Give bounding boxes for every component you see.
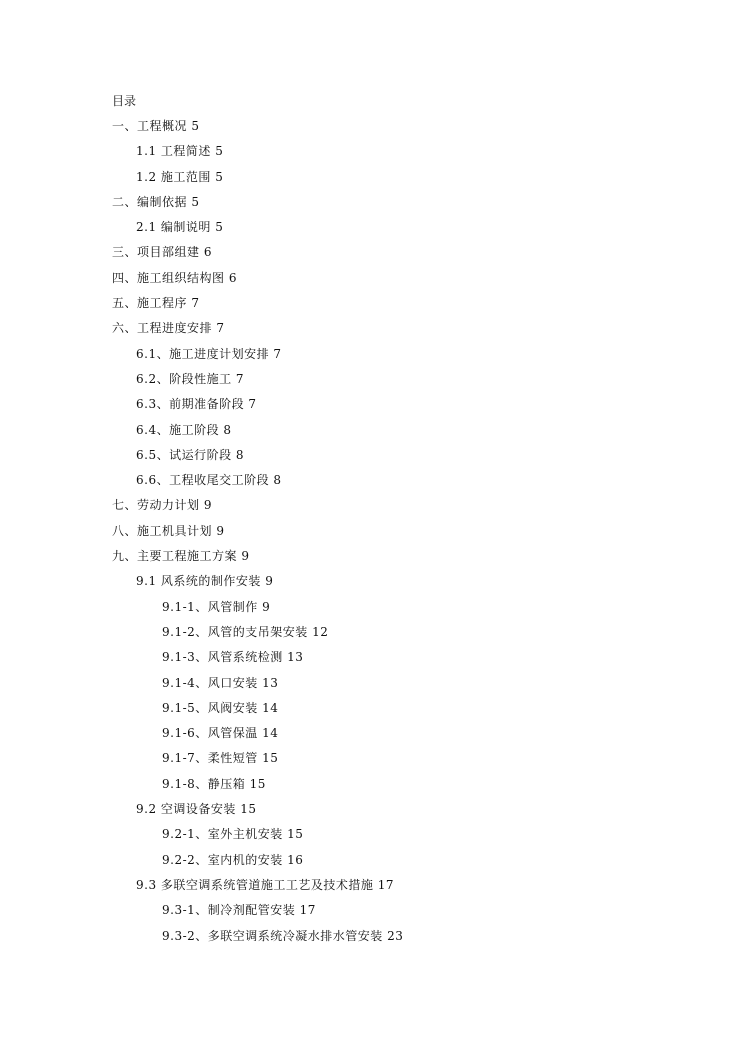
toc-entry[interactable]: 9.1-2、风管的支吊架安装 12 <box>162 624 329 639</box>
toc-entry[interactable]: 6.2、阶段性施工 7 <box>136 371 245 386</box>
toc-entry[interactable]: 9.1-7、柔性短管 15 <box>162 751 279 766</box>
toc-entry[interactable]: 三、项目部组建 6 <box>112 245 212 260</box>
toc-entry[interactable]: 9.1 风系统的制作安装 9 <box>136 574 274 589</box>
toc-entry[interactable]: 9.2 空调设备安装 15 <box>136 802 257 817</box>
toc-entry[interactable]: 八、施工机具计划 9 <box>112 523 225 538</box>
toc-list <box>0 118 744 953</box>
toc-entry[interactable]: 9.1-4、风口安装 13 <box>162 675 279 690</box>
toc-entry[interactable]: 6.1、施工进度计划安排 7 <box>136 346 282 361</box>
toc-entry[interactable]: 9.1-8、静压箱 15 <box>162 776 266 791</box>
toc-entry[interactable]: 二、编制依据 5 <box>112 194 200 209</box>
toc-entry[interactable]: 一、工程概况 5 <box>112 119 200 133</box>
toc-entry[interactable]: 9.1-5、风阀安装 14 <box>162 700 279 715</box>
toc-entry[interactable]: 五、施工程序 7 <box>112 296 200 311</box>
toc-entry[interactable]: 1.1 工程简述 5 <box>136 144 224 159</box>
toc-entry[interactable]: 六、工程进度安排 7 <box>112 321 225 336</box>
toc-entry[interactable]: 九、主要工程施工方案 9 <box>112 549 250 564</box>
toc-entry[interactable]: 9.3-2、多联空调系统冷凝水排水管安装 23 <box>162 928 404 943</box>
toc-entry[interactable]: 四、施工组织结构图 6 <box>112 270 237 285</box>
toc-entry[interactable]: 9.2-2、室内机的安装 16 <box>162 852 304 867</box>
toc-entry[interactable]: 9.3-1、制冷剂配管安装 17 <box>162 903 316 918</box>
toc-entry[interactable]: 七、劳动力计划 9 <box>112 498 212 513</box>
toc-entry[interactable]: 9.1-3、风管系统检测 13 <box>162 650 304 665</box>
toc-entry[interactable]: 9.1-1、风管制作 9 <box>162 599 271 614</box>
toc-entry[interactable]: 6.4、施工阶段 8 <box>136 422 232 437</box>
toc-entry[interactable]: 6.5、试运行阶段 8 <box>136 447 245 462</box>
toc-entry[interactable]: 2.1 编制说明 5 <box>136 220 224 235</box>
toc-entry[interactable]: 6.6、工程收尾交工阶段 8 <box>136 473 282 488</box>
toc-entry[interactable]: 9.1-6、风管保温 14 <box>162 726 279 741</box>
toc-title: 目录 <box>112 94 137 108</box>
toc-entry[interactable]: 6.3、前期准备阶段 7 <box>136 397 257 412</box>
toc-entry[interactable]: 9.2-1、室外主机安装 15 <box>162 827 304 842</box>
toc-entry[interactable]: 1.2 施工范围 5 <box>136 169 224 184</box>
toc-entry[interactable]: 9.3 多联空调系统管道施工工艺及技术措施 17 <box>136 877 394 892</box>
